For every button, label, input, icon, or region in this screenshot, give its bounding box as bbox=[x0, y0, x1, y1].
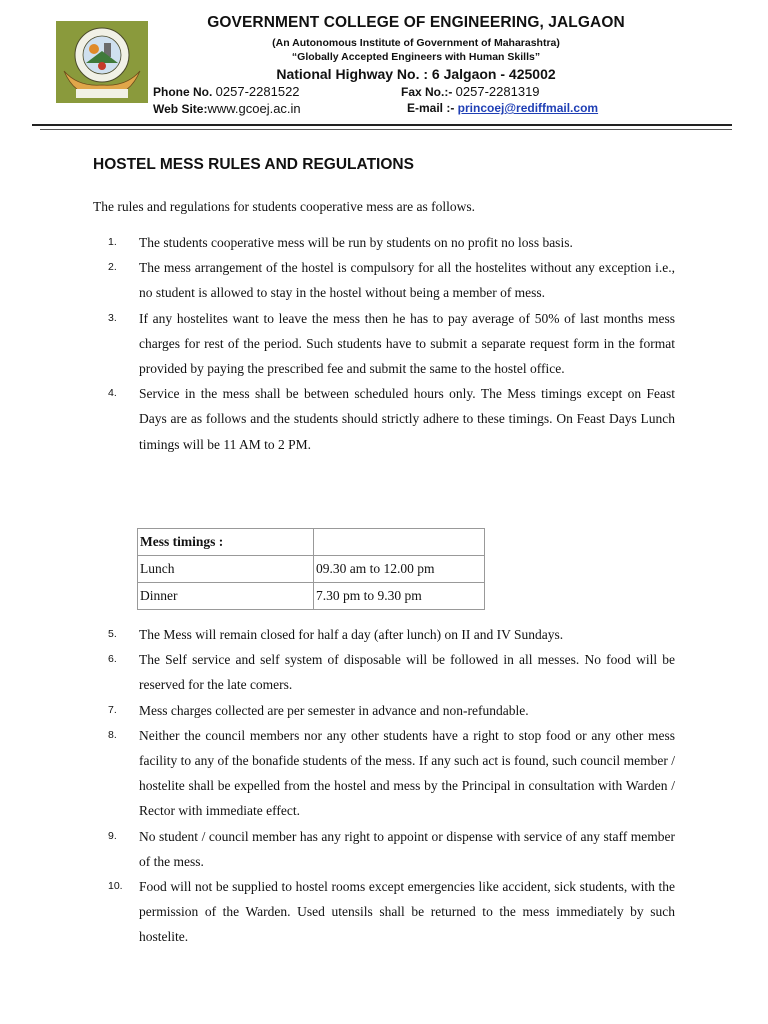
mess-timings-table bbox=[137, 528, 485, 610]
rule-number: 8. bbox=[108, 728, 117, 741]
rule-number: 3. bbox=[108, 311, 117, 324]
table-header-row bbox=[138, 529, 485, 556]
rule-item bbox=[108, 255, 675, 305]
email-line bbox=[407, 101, 598, 115]
rule-text: Food will not be supplied to hostel rooms except emergencies like accident, sick students, with the permission of the Warden. Used utensils shall be returned to the mess immediately by such hostelite. bbox=[139, 879, 675, 945]
header-divider-thin bbox=[40, 129, 732, 130]
autonomous-line: (An Autonomous Institute of Government of Maharashtra) bbox=[272, 37, 560, 49]
rule-item bbox=[108, 306, 675, 382]
fax-line bbox=[401, 84, 540, 99]
rule-text: The students cooperative mess will be run by students on no profit no loss basis. bbox=[139, 235, 573, 250]
rule-text: The Self service and self system of disposable will be followed in all messes. No food will be reserved for the late comers. bbox=[139, 652, 675, 693]
header-divider bbox=[32, 124, 732, 126]
rule-text: Neither the council members nor any other students have a right to stop food or any other mess facility to any of the bonafide students of the mess. If any such act is found, such council member / hostelite shall be expelled from the hostel and mess by the Principal in consultation with Warden / Rector with immediate effect. bbox=[139, 727, 675, 819]
address-line: National Highway No. : 6 Jalgaon - 425002 bbox=[276, 66, 556, 82]
rule-item bbox=[108, 698, 675, 723]
rule-item bbox=[108, 381, 675, 457]
rule-item bbox=[108, 723, 675, 824]
rule-number: 2. bbox=[108, 261, 117, 274]
time-cell: 09.30 am to 12.00 pm bbox=[314, 556, 485, 583]
rule-number: 10. bbox=[108, 880, 123, 893]
website-line bbox=[153, 101, 301, 116]
table-row bbox=[138, 583, 485, 610]
rule-text: No student / council member has any right to appoint or dispense with service of any staff member of the mess. bbox=[139, 828, 675, 869]
email-link[interactable]: princoej@rediffmail.com bbox=[457, 101, 599, 115]
email-label: E-mail :- bbox=[407, 101, 458, 115]
website-label: Web Site: bbox=[153, 102, 208, 116]
phone-label: Phone No. bbox=[153, 85, 216, 99]
rule-item bbox=[108, 647, 675, 697]
table-row bbox=[138, 556, 485, 583]
rule-number: 5. bbox=[108, 628, 117, 640]
fax-number: 0257-2281319 bbox=[455, 84, 540, 99]
rule-number: 1. bbox=[108, 236, 117, 248]
meal-cell: Lunch bbox=[138, 556, 314, 583]
rule-item bbox=[108, 622, 675, 647]
time-cell: 7.30 pm to 9.30 pm bbox=[314, 583, 485, 610]
rule-text: Mess charges collected are per semester in advance and non-refundable. bbox=[139, 702, 529, 718]
rule-number: 4. bbox=[108, 387, 117, 400]
tagline: “Globally Accepted Engineers with Human Skills” bbox=[291, 51, 541, 63]
rule-item bbox=[108, 874, 675, 950]
table-header-cell: Mess timings : bbox=[138, 529, 314, 556]
meal-cell: Dinner bbox=[138, 583, 314, 610]
website-url[interactable]: www.gcoej.ac.in bbox=[207, 101, 301, 116]
rule-text: The Mess will remain closed for half a day (after lunch) on II and IV Sundays. bbox=[139, 627, 564, 642]
college-logo bbox=[56, 21, 148, 103]
rules-list-part2 bbox=[108, 622, 675, 950]
rule-text: Service in the mess shall be between scheduled hours only. The Mess timings except on Feast Days are as follows and the students should strictly adhere to these timings. On Feast Days Lunch timings will be 11 AM to 2 PM. bbox=[139, 386, 675, 452]
rule-number: 6. bbox=[108, 653, 117, 666]
rule-number: 9. bbox=[108, 829, 117, 842]
college-name: GOVERNMENT COLLEGE OF ENGINEERING, JALGAON bbox=[207, 14, 625, 31]
rule-item bbox=[108, 230, 675, 255]
rule-number: 7. bbox=[108, 703, 117, 716]
table-empty-cell bbox=[314, 529, 485, 556]
rule-text: If any hostelites want to leave the mess then he has to pay average of 50% of last months mess charges for rest of the period. Such students have to submit a separate request form in the format provided by paying the prescribed fee and submit the same to the hostel office. bbox=[139, 310, 675, 377]
page-title: HOSTEL MESS RULES AND REGULATIONS bbox=[93, 156, 414, 173]
rule-text: The mess arrangement of the hostel is compulsory for all the hostelites without any exception i.e., no student is allowed to stay in the hostel without being a member of mess. bbox=[139, 260, 675, 301]
phone-line bbox=[153, 84, 300, 99]
rules-list-part1 bbox=[108, 230, 675, 457]
fax-label: Fax No.:- bbox=[401, 85, 456, 99]
intro-paragraph: The rules and regulations for students cooperative mess are as follows. bbox=[93, 199, 476, 214]
rule-item bbox=[108, 824, 675, 874]
phone-number: 0257-2281522 bbox=[215, 84, 300, 99]
